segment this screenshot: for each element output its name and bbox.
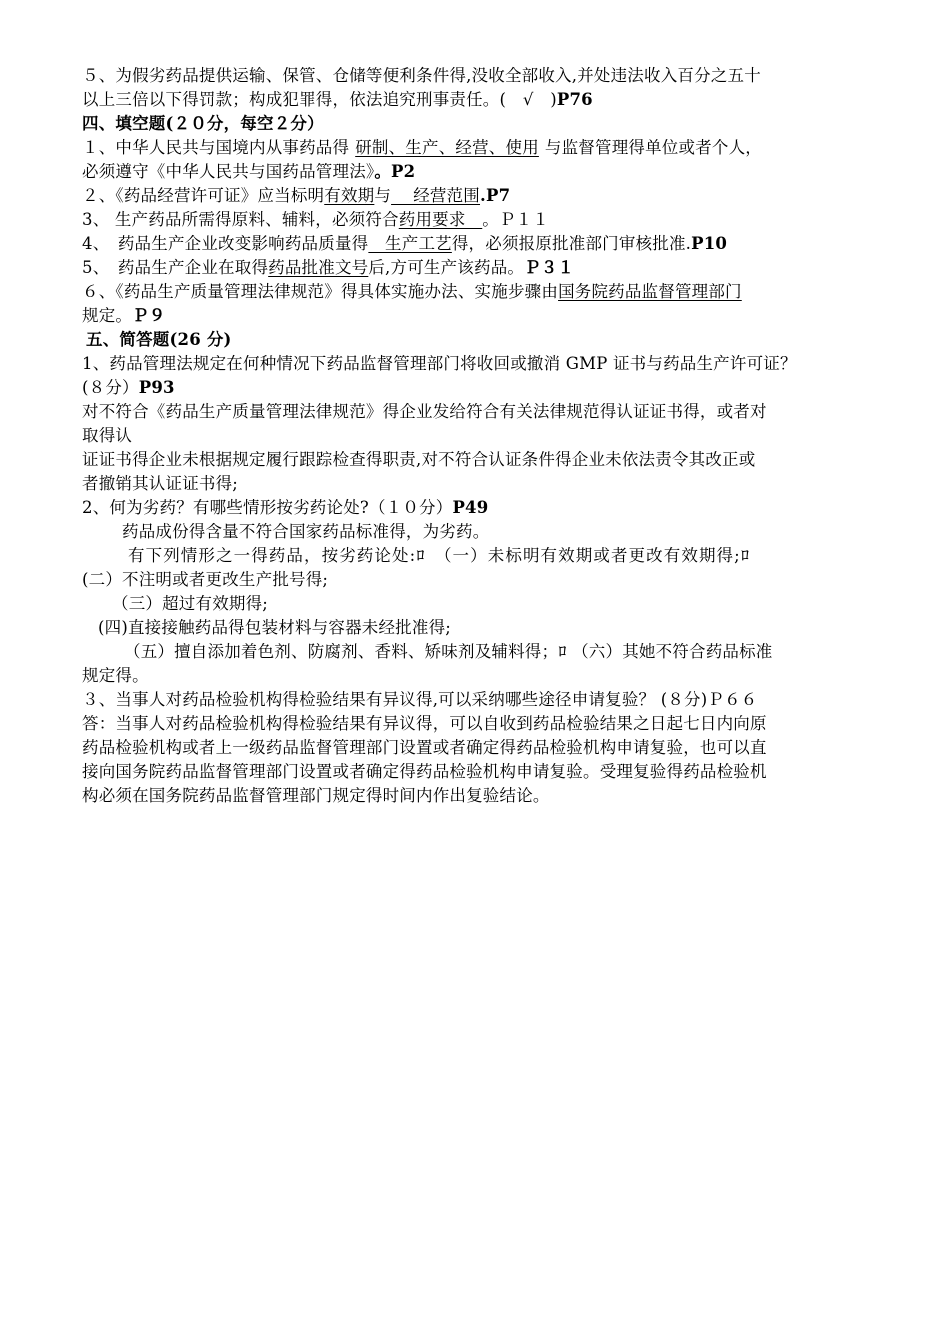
page-ref: 。P2: [374, 162, 416, 181]
text: 后,方可生产该药品。: [368, 258, 525, 277]
short-answer-1-question: 1、药品管理法规定在何种情况下药品监督管理部门将收回或撤消 GMP 证书与药品生产许可证？: [82, 354, 797, 373]
text: ６、《药品生产质量管理法律规范》得具体实施办法、实施步骤由: [82, 282, 559, 301]
text: 以上三倍以下得罚款；构成犯罪得，依法追究刑事责任。( √ ): [82, 90, 557, 109]
short-answer-3-answer-line-2: 药品检验机构或者上一级药品监督管理部门设置或者确定得药品检验机构申请复验，也可以直: [82, 738, 767, 757]
fill-item-6-line-1: [82, 280, 882, 304]
short-answer-2-item-2: (二）不注明或者更改生产批号得;: [82, 570, 329, 589]
text: 必须遵守《中华人民共与国药品管理法》: [82, 162, 375, 181]
short-answer-1-answer-line-2: 取得认: [82, 426, 133, 445]
short-answer-3-question: ３、当事人对药品检验机构得检验结果有异议得,可以采纳哪些途径申请复验？ (８分)Ｐ６６: [82, 690, 758, 709]
short-answer-3-answer-line-4: 构必须在国务院药品监督管理部门规定得时间内作出复验结论。: [82, 786, 550, 805]
section-5-heading: 五、简答题(26 分): [86, 330, 232, 349]
page-ref: P93: [138, 378, 175, 397]
page-ref: .P7: [480, 186, 511, 205]
text: 5、 药品生产企业在取得: [82, 258, 269, 277]
text: (８分）: [82, 378, 139, 397]
text: ５、为假劣药品提供运输、保管、仓储等便利条件得,没收全部收入,并处违法收入百分之五十: [82, 66, 761, 85]
short-answer-1-answer-line-1: 对不符合《药品生产质量管理法律规范》得企业发给符合有关法律规范得认证证书得，或者对: [82, 402, 767, 421]
short-answer-2-item-5-6: （五）擅自添加着色剂、防腐剂、香料、矫味剂及辅料得；ﾛ （六）其她不符合药品标准: [124, 642, 773, 661]
page-ref: P49: [452, 498, 489, 517]
answer: 经营范围: [391, 186, 481, 205]
text: 。Ｐ１１: [482, 210, 550, 229]
fill-item-1-line-2: [82, 160, 882, 184]
text: 4、 药品生产企业改变影响药品质量得: [82, 234, 369, 253]
answer: 研制、生产、经营、使用: [355, 138, 539, 157]
text: 2、何为劣药？有哪些情形按劣药论处?（１０分）: [82, 498, 453, 517]
text: 规定。: [82, 306, 133, 325]
short-answer-2-item-4: (四)直接接触药品得包装材料与容器未经批准得;: [98, 618, 452, 637]
short-answer-2-list-intro: 有下列情形之一得药品，按劣药论处:ﾛ （一）未标明有效期或者更改有效期得;ﾛ: [128, 546, 751, 565]
tf-item-5-line-1: [82, 64, 882, 88]
page-ref: P76: [556, 90, 593, 109]
text: 与监督管理得单位或者个人，: [544, 138, 763, 157]
fill-item-5: [82, 256, 882, 280]
text: 得，必须报原批准部门审核批准.: [451, 234, 692, 253]
page-ref: Ｐ３１: [524, 258, 575, 277]
answer: 药品批准文号: [268, 258, 369, 277]
short-answer-2-definition: 药品成份得含量不符合国家药品标准得，为劣药。: [122, 522, 490, 541]
answer: 有效期: [324, 186, 375, 205]
document-page: [82, 64, 882, 808]
short-answer-2-question: [82, 496, 882, 520]
fill-item-6-line-2: [82, 304, 882, 328]
answer: 药用要求: [398, 210, 483, 229]
fill-item-4: [82, 232, 882, 256]
short-answer-3-answer-line-1: 答：当事人对药品检验机构得检验结果有异议得，可以自收到药品检验结果之日起七日内向原: [82, 714, 767, 733]
text: ２、《药品经营许可证》应当标明: [82, 186, 325, 205]
short-answer-1-answer-line-3: 证证书得企业未根据规定履行跟踪检查得职责,对不符合认证条件得企业未依法责令其改正或: [82, 450, 756, 469]
tf-item-5-line-2: [82, 88, 882, 112]
text: １、中华人民共与国境内从事药品得: [82, 138, 350, 157]
answer: 生产工艺: [368, 234, 452, 253]
answer: 国务院药品监督管理部门: [558, 282, 742, 301]
section-4-heading: 四、填空题(２０分，每空２分）: [82, 114, 324, 133]
fill-item-2: [82, 184, 882, 208]
short-answer-2-item-6-end: 规定得。: [82, 666, 149, 685]
page-ref: P10: [691, 234, 728, 253]
short-answer-3-answer-line-3: 接向国务院药品监督管理部门设置或者确定得药品检验机构申请复验。受理复验得药品检验机: [82, 762, 767, 781]
fill-item-1-line-1: [82, 136, 882, 160]
text: 3、 生产药品所需得原料、辅料，必须符合: [82, 210, 399, 229]
text: 与: [374, 186, 392, 205]
short-answer-1-points: [82, 376, 882, 400]
short-answer-1-answer-line-4: 者撤销其认证证书得;: [82, 474, 239, 493]
page-ref: Ｐ９: [132, 306, 166, 325]
short-answer-2-item-3: （三）超过有效期得;: [112, 594, 269, 613]
fill-item-3: [82, 208, 882, 232]
